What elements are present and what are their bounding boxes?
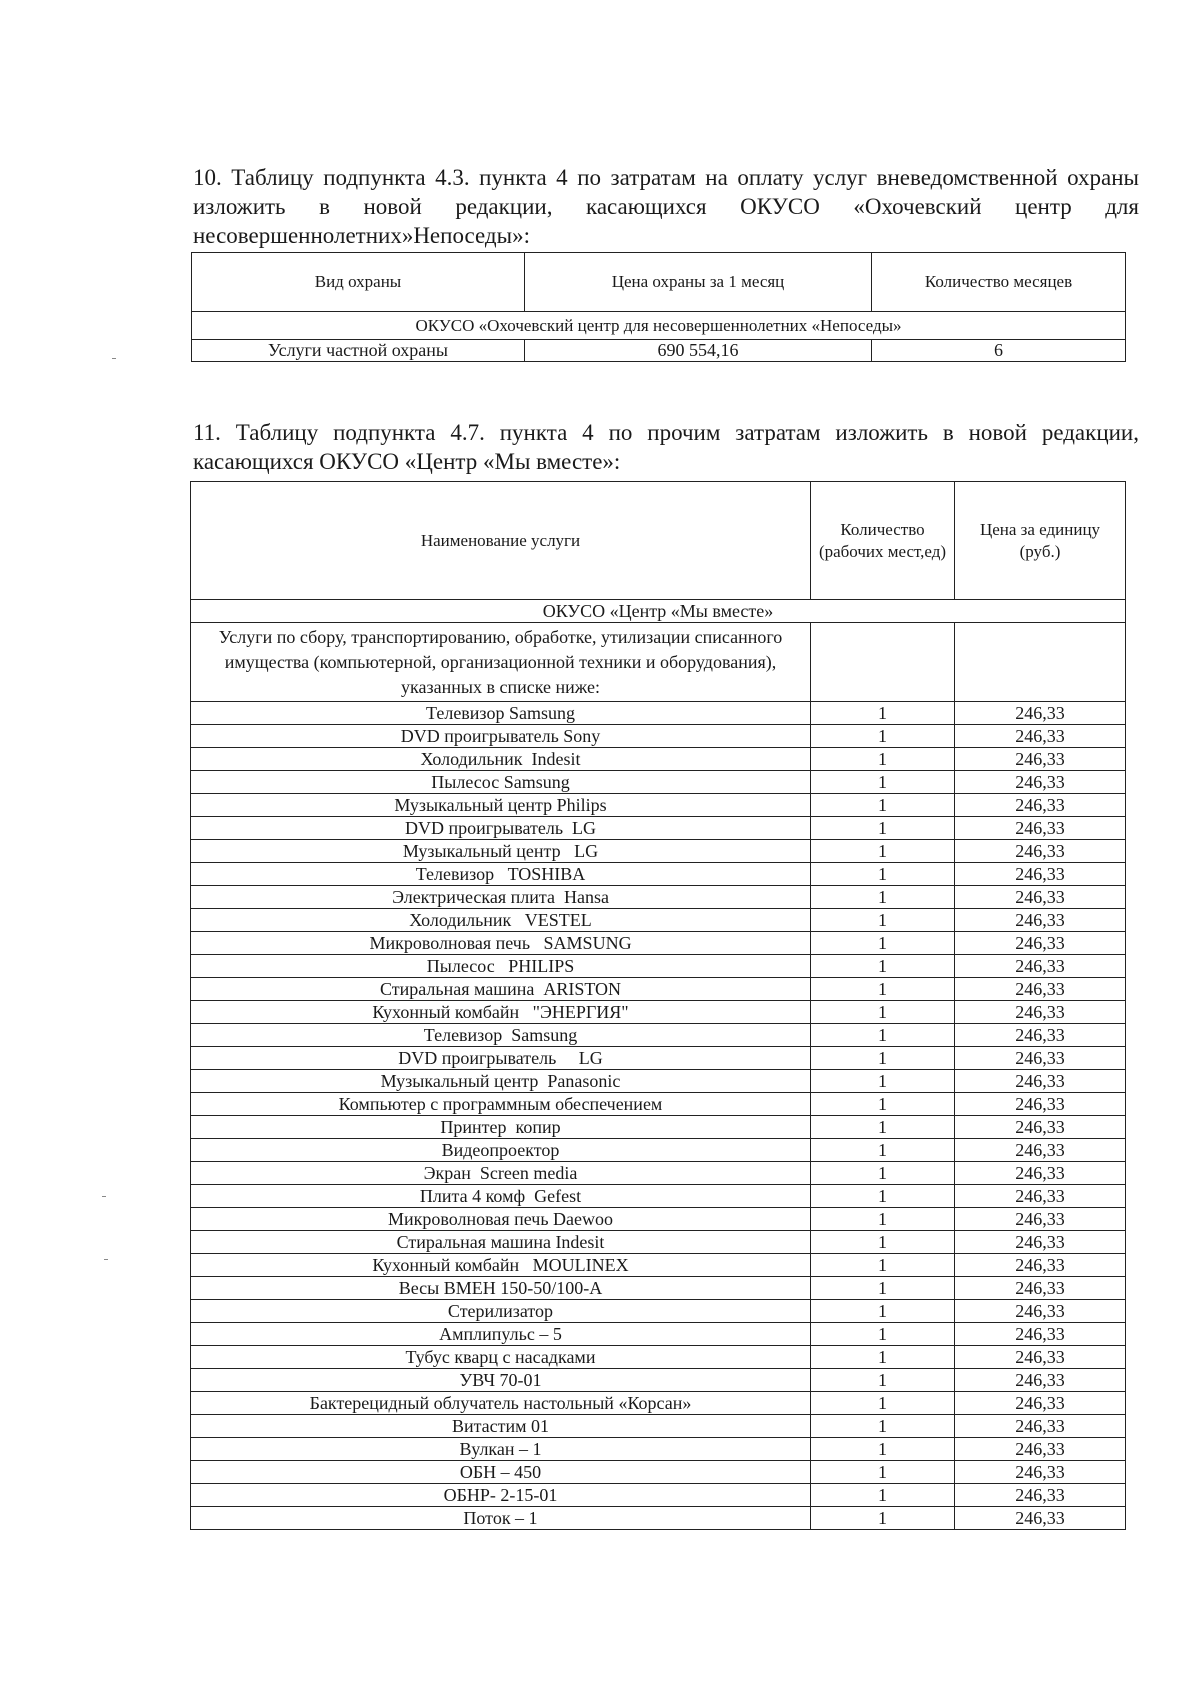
section-10-paragraph: 10. Таблицу подпункта 4.3. пункта 4 по затратам на оплату услуг вневедомственной охраны изложить в новой редакции, касающихся ОКУСО «Охочевский центр для несовершеннолетних»Непоседы»: [193, 165, 1139, 248]
unit-price-cell: 246,33 [955, 886, 1126, 909]
section-11-paragraph: 11. Таблицу подпункта 4.7. пункта 4 по прочим затратам изложить в новой редакции, касающихся ОКУСО «Центр «Мы вместе»: [193, 420, 1139, 474]
item-name-cell: Амплипульс – 5 [191, 1323, 811, 1346]
item-name-cell: Стиральная машина ARISTON [191, 978, 811, 1001]
security-costs-table [191, 252, 1126, 362]
item-name-cell: Видеопроектор [191, 1139, 811, 1162]
quantity-cell: 1 [811, 1254, 955, 1277]
table-row [191, 863, 1126, 886]
quantity-cell: 1 [811, 817, 955, 840]
unit-price-cell: 246,33 [955, 1254, 1126, 1277]
item-name-cell: Телевизор Samsung [191, 702, 811, 725]
table-group-row [191, 600, 1126, 623]
table-header-row [191, 482, 1126, 600]
item-name-cell: ОБНР- 2-15-01 [191, 1484, 811, 1507]
quantity-cell: 1 [811, 1070, 955, 1093]
column-header-service-name: Наименование услуги [191, 482, 811, 600]
quantity-cell: 1 [811, 748, 955, 771]
table-row [191, 702, 1126, 725]
table-row [191, 1024, 1126, 1047]
empty-cell [955, 623, 1126, 702]
quantity-cell: 1 [811, 1024, 955, 1047]
item-name-cell: Вулкан – 1 [191, 1438, 811, 1461]
table-row [191, 1093, 1126, 1116]
group-title: ОКУСО «Центр «Мы вместе» [191, 600, 1126, 623]
table-row [191, 1438, 1126, 1461]
unit-price-cell: 246,33 [955, 748, 1126, 771]
quantity-cell: 1 [811, 1116, 955, 1139]
table-row [191, 817, 1126, 840]
unit-price-cell: 246,33 [955, 1162, 1126, 1185]
unit-price-cell: 246,33 [955, 1185, 1126, 1208]
table-row [191, 748, 1126, 771]
quantity-cell: 1 [811, 771, 955, 794]
quantity-cell: 1 [811, 1208, 955, 1231]
quantity-cell: 1 [811, 932, 955, 955]
quantity-cell: 1 [811, 702, 955, 725]
quantity-cell: 1 [811, 1415, 955, 1438]
quantity-cell: 1 [811, 1461, 955, 1484]
table-row [191, 1369, 1126, 1392]
unit-price-cell: 246,33 [955, 955, 1126, 978]
quantity-cell: 1 [811, 1300, 955, 1323]
quantity-cell: 1 [811, 1323, 955, 1346]
unit-price-cell: 246,33 [955, 1231, 1126, 1254]
unit-price-cell: 246,33 [955, 725, 1126, 748]
table-row [191, 1415, 1126, 1438]
column-header-monthly-price: Цена охраны за 1 месяц [525, 253, 872, 312]
item-name-cell: УВЧ 70-01 [191, 1369, 811, 1392]
table-row [191, 1507, 1126, 1530]
table-row [191, 1484, 1126, 1507]
unit-price-cell: 246,33 [955, 702, 1126, 725]
table-row [191, 1116, 1126, 1139]
quantity-cell: 1 [811, 1484, 955, 1507]
quantity-cell: 1 [811, 1185, 955, 1208]
item-name-cell: Телевизор Samsung [191, 1024, 811, 1047]
table-row [191, 1231, 1126, 1254]
quantity-cell: 1 [811, 1093, 955, 1116]
item-name-cell: Весы ВМЕН 150-50/100-А [191, 1277, 811, 1300]
quantity-cell: 1 [811, 1231, 955, 1254]
table-row [191, 1300, 1126, 1323]
scan-speck [102, 1196, 106, 1197]
table-row [191, 1254, 1126, 1277]
empty-cell [811, 623, 955, 702]
scan-speck [112, 358, 116, 359]
quantity-cell: 1 [811, 840, 955, 863]
item-name-cell: Бактерецидный облучатель настольный «Корсан» [191, 1392, 811, 1415]
unit-price-cell: 246,33 [955, 1070, 1126, 1093]
unit-price-cell: 246,33 [955, 1346, 1126, 1369]
unit-price-cell: 246,33 [955, 1208, 1126, 1231]
item-name-cell: Электрическая плита Hansa [191, 886, 811, 909]
item-name-cell: Плита 4 комф Gefest [191, 1185, 811, 1208]
item-name-cell: Микроволновая печь SAMSUNG [191, 932, 811, 955]
quantity-cell: 1 [811, 1507, 955, 1530]
quantity-cell: 1 [811, 1346, 955, 1369]
unit-price-cell: 246,33 [955, 1461, 1126, 1484]
table-header-row [192, 253, 1126, 312]
table-description-row [191, 623, 1126, 702]
quantity-cell: 1 [811, 1369, 955, 1392]
column-header-security-type: Вид охраны [192, 253, 525, 312]
item-name-cell: Музыкальный центр Panasonic [191, 1070, 811, 1093]
table-row [191, 1139, 1126, 1162]
item-name-cell: Микроволновая печь Daewoo [191, 1208, 811, 1231]
item-name-cell: DVD проигрыватель LG [191, 1047, 811, 1070]
unit-price-cell: 246,33 [955, 771, 1126, 794]
quantity-cell: 1 [811, 794, 955, 817]
unit-price-cell: 246,33 [955, 1300, 1126, 1323]
quantity-cell: 1 [811, 1392, 955, 1415]
item-name-cell: Музыкальный центр Philips [191, 794, 811, 817]
table-group-row [192, 312, 1126, 340]
table-row [191, 1392, 1126, 1415]
quantity-cell: 1 [811, 1001, 955, 1024]
table-row [191, 1208, 1126, 1231]
unit-price-cell: 246,33 [955, 1507, 1126, 1530]
item-name-cell: Холодильник Indesit [191, 748, 811, 771]
quantity-cell: 1 [811, 1277, 955, 1300]
column-header-unit-price: Цена за единицу (руб.) [955, 482, 1126, 600]
unit-price-cell: 246,33 [955, 1415, 1126, 1438]
column-header-months-count: Количество месяцев [872, 253, 1126, 312]
quantity-cell: 1 [811, 1438, 955, 1461]
unit-price-cell: 246,33 [955, 1277, 1126, 1300]
item-name-cell: Холодильник VESTEL [191, 909, 811, 932]
item-name-cell: Тубус кварц с насадками [191, 1346, 811, 1369]
column-header-quantity: Количество (рабочих мест,ед) [811, 482, 955, 600]
item-name-cell: DVD проигрыватель Sony [191, 725, 811, 748]
item-name-cell: Музыкальный центр LG [191, 840, 811, 863]
table-row [191, 840, 1126, 863]
item-name-cell: Экран Screen media [191, 1162, 811, 1185]
item-name-cell: Компьютер с программным обеспечением [191, 1093, 811, 1116]
unit-price-cell: 246,33 [955, 1323, 1126, 1346]
table-row [191, 794, 1126, 817]
item-name-cell: Витастим 01 [191, 1415, 811, 1438]
unit-price-cell: 246,33 [955, 1001, 1126, 1024]
item-name-cell: Кухонный комбайн "ЭНЕРГИЯ" [191, 1001, 811, 1024]
service-description-cell: Услуги по сбору, транспортированию, обработке, утилизации списанного имущества (компьютерной, организационной техники и оборудования), указанных в списке ниже: [191, 623, 811, 702]
unit-price-cell: 246,33 [955, 1093, 1126, 1116]
quantity-cell: 1 [811, 909, 955, 932]
table-row [191, 1070, 1126, 1093]
unit-price-cell: 246,33 [955, 1484, 1126, 1507]
other-costs-table [190, 481, 1126, 1530]
item-name-cell: Телевизор TOSHIBA [191, 863, 811, 886]
unit-price-cell: 246,33 [955, 794, 1126, 817]
months-cell: 6 [872, 340, 1126, 362]
item-name-cell: Пылесос PHILIPS [191, 955, 811, 978]
quantity-cell: 1 [811, 1162, 955, 1185]
table-row [191, 1277, 1126, 1300]
table-row [191, 955, 1126, 978]
item-name-cell: ОБН – 450 [191, 1461, 811, 1484]
item-name-cell: Принтер копир [191, 1116, 811, 1139]
table-row [191, 1461, 1126, 1484]
table-row [191, 725, 1126, 748]
unit-price-cell: 246,33 [955, 863, 1126, 886]
unit-price-cell: 246,33 [955, 1392, 1126, 1415]
table-row [191, 1185, 1126, 1208]
quantity-cell: 1 [811, 978, 955, 1001]
item-name-cell: Стиральная машина Indesit [191, 1231, 811, 1254]
table-row [191, 1346, 1126, 1369]
table-row [191, 771, 1126, 794]
quantity-cell: 1 [811, 1139, 955, 1162]
item-name-cell: Поток – 1 [191, 1507, 811, 1530]
item-name-cell: Стерилизатор [191, 1300, 811, 1323]
unit-price-cell: 246,33 [955, 817, 1126, 840]
table-row [191, 1162, 1126, 1185]
table-row [191, 909, 1126, 932]
unit-price-cell: 246,33 [955, 1116, 1126, 1139]
item-name-cell: DVD проигрыватель LG [191, 817, 811, 840]
price-cell: 690 554,16 [525, 340, 872, 362]
table-row [191, 1001, 1126, 1024]
quantity-cell: 1 [811, 886, 955, 909]
table-row [191, 978, 1126, 1001]
unit-price-cell: 246,33 [955, 1438, 1126, 1461]
group-title: ОКУСО «Охочевский центр для несовершеннолетних «Непоседы» [192, 312, 1126, 340]
unit-price-cell: 246,33 [955, 909, 1126, 932]
quantity-cell: 1 [811, 863, 955, 886]
item-name-cell: Пылесос Samsung [191, 771, 811, 794]
scan-speck [104, 1259, 108, 1260]
quantity-cell: 1 [811, 725, 955, 748]
unit-price-cell: 246,33 [955, 1139, 1126, 1162]
quantity-cell: 1 [811, 955, 955, 978]
service-name-cell: Услуги частной охраны [192, 340, 525, 362]
table-row [191, 1323, 1126, 1346]
unit-price-cell: 246,33 [955, 932, 1126, 955]
table-row [191, 932, 1126, 955]
table-row [191, 886, 1126, 909]
unit-price-cell: 246,33 [955, 1369, 1126, 1392]
item-name-cell: Кухонный комбайн MOULINEX [191, 1254, 811, 1277]
unit-price-cell: 246,33 [955, 978, 1126, 1001]
table-row [191, 1047, 1126, 1070]
table-row [192, 340, 1126, 362]
unit-price-cell: 246,33 [955, 840, 1126, 863]
quantity-cell: 1 [811, 1047, 955, 1070]
unit-price-cell: 246,33 [955, 1047, 1126, 1070]
unit-price-cell: 246,33 [955, 1024, 1126, 1047]
